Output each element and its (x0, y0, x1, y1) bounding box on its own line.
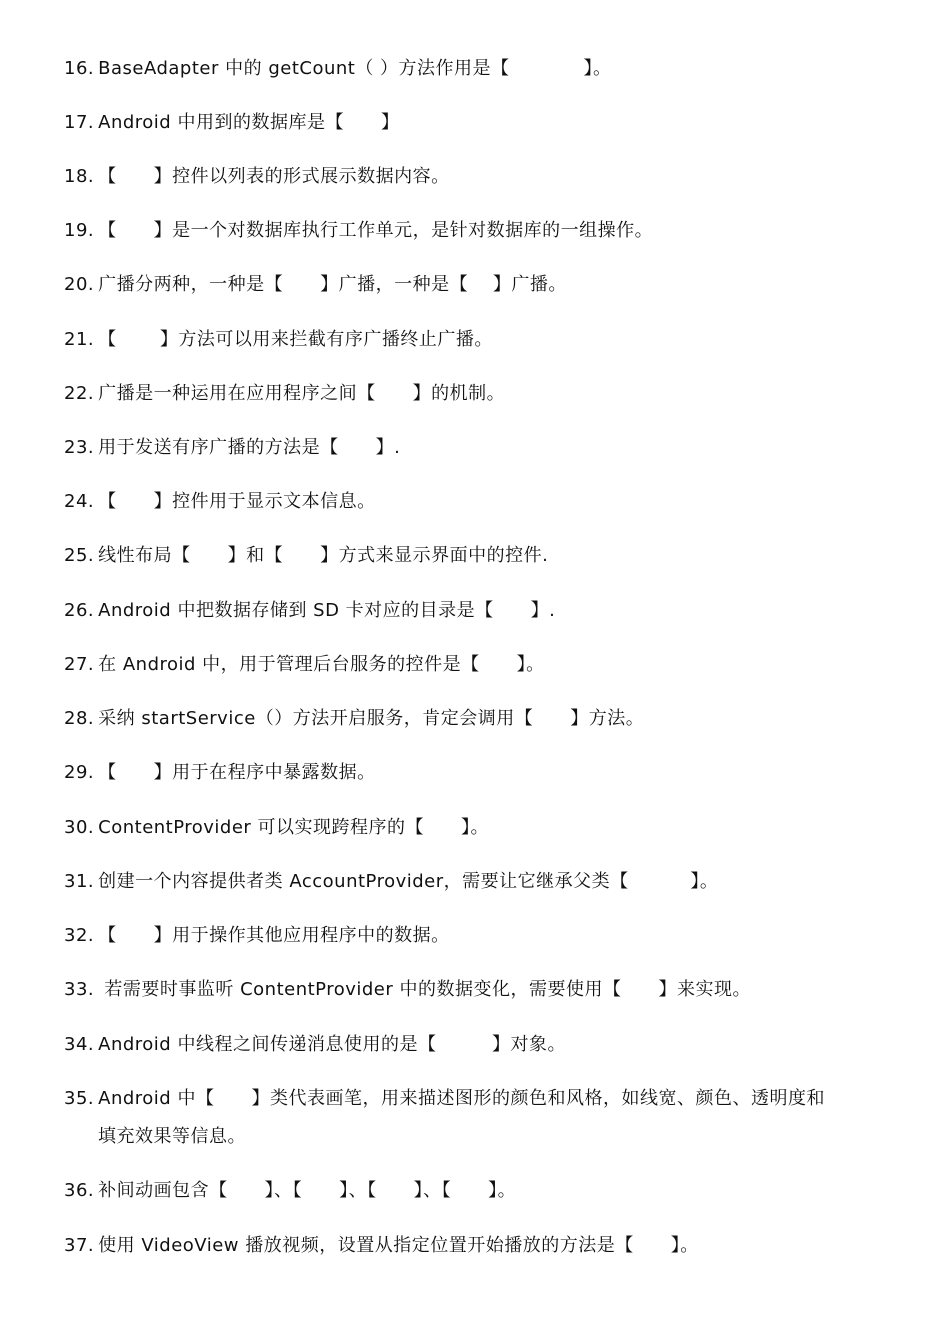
question-22 (64, 375, 904, 413)
question-20 (64, 266, 904, 304)
question-number: 35. (64, 1088, 95, 1109)
question-36 (64, 1172, 904, 1210)
question-number: 17. (64, 112, 95, 133)
question-text: 在 Android 中，用于管理后台服务的控件是【 】。 (98, 654, 545, 675)
question-number: 31. (64, 871, 95, 892)
question-text: Android 中用到的数据库是【 】 (98, 112, 400, 133)
question-text: 创建一个内容提供者类 AccountProvider，需要让它继承父类【 】。 (98, 871, 719, 892)
question-text: Android 中把数据存储到 SD 卡对应的目录是【 】. (98, 600, 556, 621)
question-number: 20. (64, 274, 95, 295)
question-number: 23. (64, 437, 95, 458)
question-text: 使用 VideoView 播放视频，设置从指定位置开始播放的方法是【 】。 (98, 1235, 699, 1256)
question-text: BaseAdapter 中的 getCount（ ）方法作用是【 】。 (98, 58, 612, 79)
question-text: 【 】控件以列表的形式展示数据内容。 (98, 166, 450, 187)
question-27 (64, 646, 904, 684)
question-number: 28. (64, 708, 95, 729)
question-text: Android 中线程之间传递消息使用的是【 】对象。 (98, 1034, 566, 1055)
question-number: 16. (64, 58, 95, 79)
question-text: 线性布局【 】和【 】方式来显示界面中的控件. (98, 545, 549, 566)
question-text: ContentProvider 可以实现跨程序的【 】。 (98, 817, 490, 838)
question-text: 【 】控件用于显示文本信息。 (98, 491, 376, 512)
question-21 (64, 321, 904, 359)
question-number: 18. (64, 166, 95, 187)
question-number: 32. (64, 925, 95, 946)
question-text: 若需要时事监听 ContentProvider 中的数据变化，需要使用【 】来实现。 (98, 979, 751, 1000)
question-text: 【 】方法可以用来拦截有序广播终止广播。 (98, 329, 493, 350)
question-23 (64, 429, 904, 467)
question-24 (64, 483, 904, 521)
question-19 (64, 212, 904, 250)
question-number: 26. (64, 600, 95, 621)
question-16 (64, 50, 904, 88)
question-text: 【 】用于操作其他应用程序中的数据。 (98, 925, 450, 946)
question-number: 21. (64, 329, 95, 350)
question-text: 【 】用于在程序中暴露数据。 (98, 762, 376, 783)
question-29 (64, 754, 904, 792)
question-number: 25. (64, 545, 95, 566)
question-text-continuation: 填充效果等信息。 (98, 1126, 246, 1147)
question-37 (64, 1227, 904, 1265)
question-number: 19. (64, 220, 95, 241)
question-number: 30. (64, 817, 95, 838)
question-number: 37. (64, 1235, 95, 1256)
question-number: 27. (64, 654, 95, 675)
question-26 (64, 592, 904, 630)
question-number: 22. (64, 383, 95, 404)
question-text: 采纳 startService（）方法开启服务，肯定会调用【 】方法。 (98, 708, 645, 729)
question-text: 用于发送有序广播的方法是【 】. (98, 437, 401, 458)
question-25 (64, 537, 904, 575)
question-32 (64, 917, 904, 955)
question-17 (64, 104, 904, 142)
question-text: 补间动画包含【 】、【 】、【 】、【 】。 (98, 1180, 517, 1201)
question-number: 34. (64, 1034, 95, 1055)
question-28 (64, 700, 904, 738)
question-35 (64, 1080, 904, 1156)
question-text: 【 】是一个对数据库执行工作单元，是针对数据库的一组操作。 (98, 220, 654, 241)
question-18 (64, 158, 904, 196)
question-text: 广播是一种运用在应用程序之间【 】的机制。 (98, 383, 506, 404)
question-number: 36. (64, 1180, 95, 1201)
question-number: 33. (64, 979, 95, 1000)
question-text: 广播分两种，一种是【 】广播，一种是【 】广播。 (98, 274, 567, 295)
question-31 (64, 863, 904, 901)
question-30 (64, 809, 904, 847)
question-33 (64, 971, 904, 1009)
question-number: 29. (64, 762, 95, 783)
question-34 (64, 1026, 904, 1064)
question-number: 24. (64, 491, 95, 512)
question-text: Android 中【 】类代表画笔，用来描述图形的颜色和风格，如线宽、颜色、透明度和 (98, 1088, 825, 1109)
